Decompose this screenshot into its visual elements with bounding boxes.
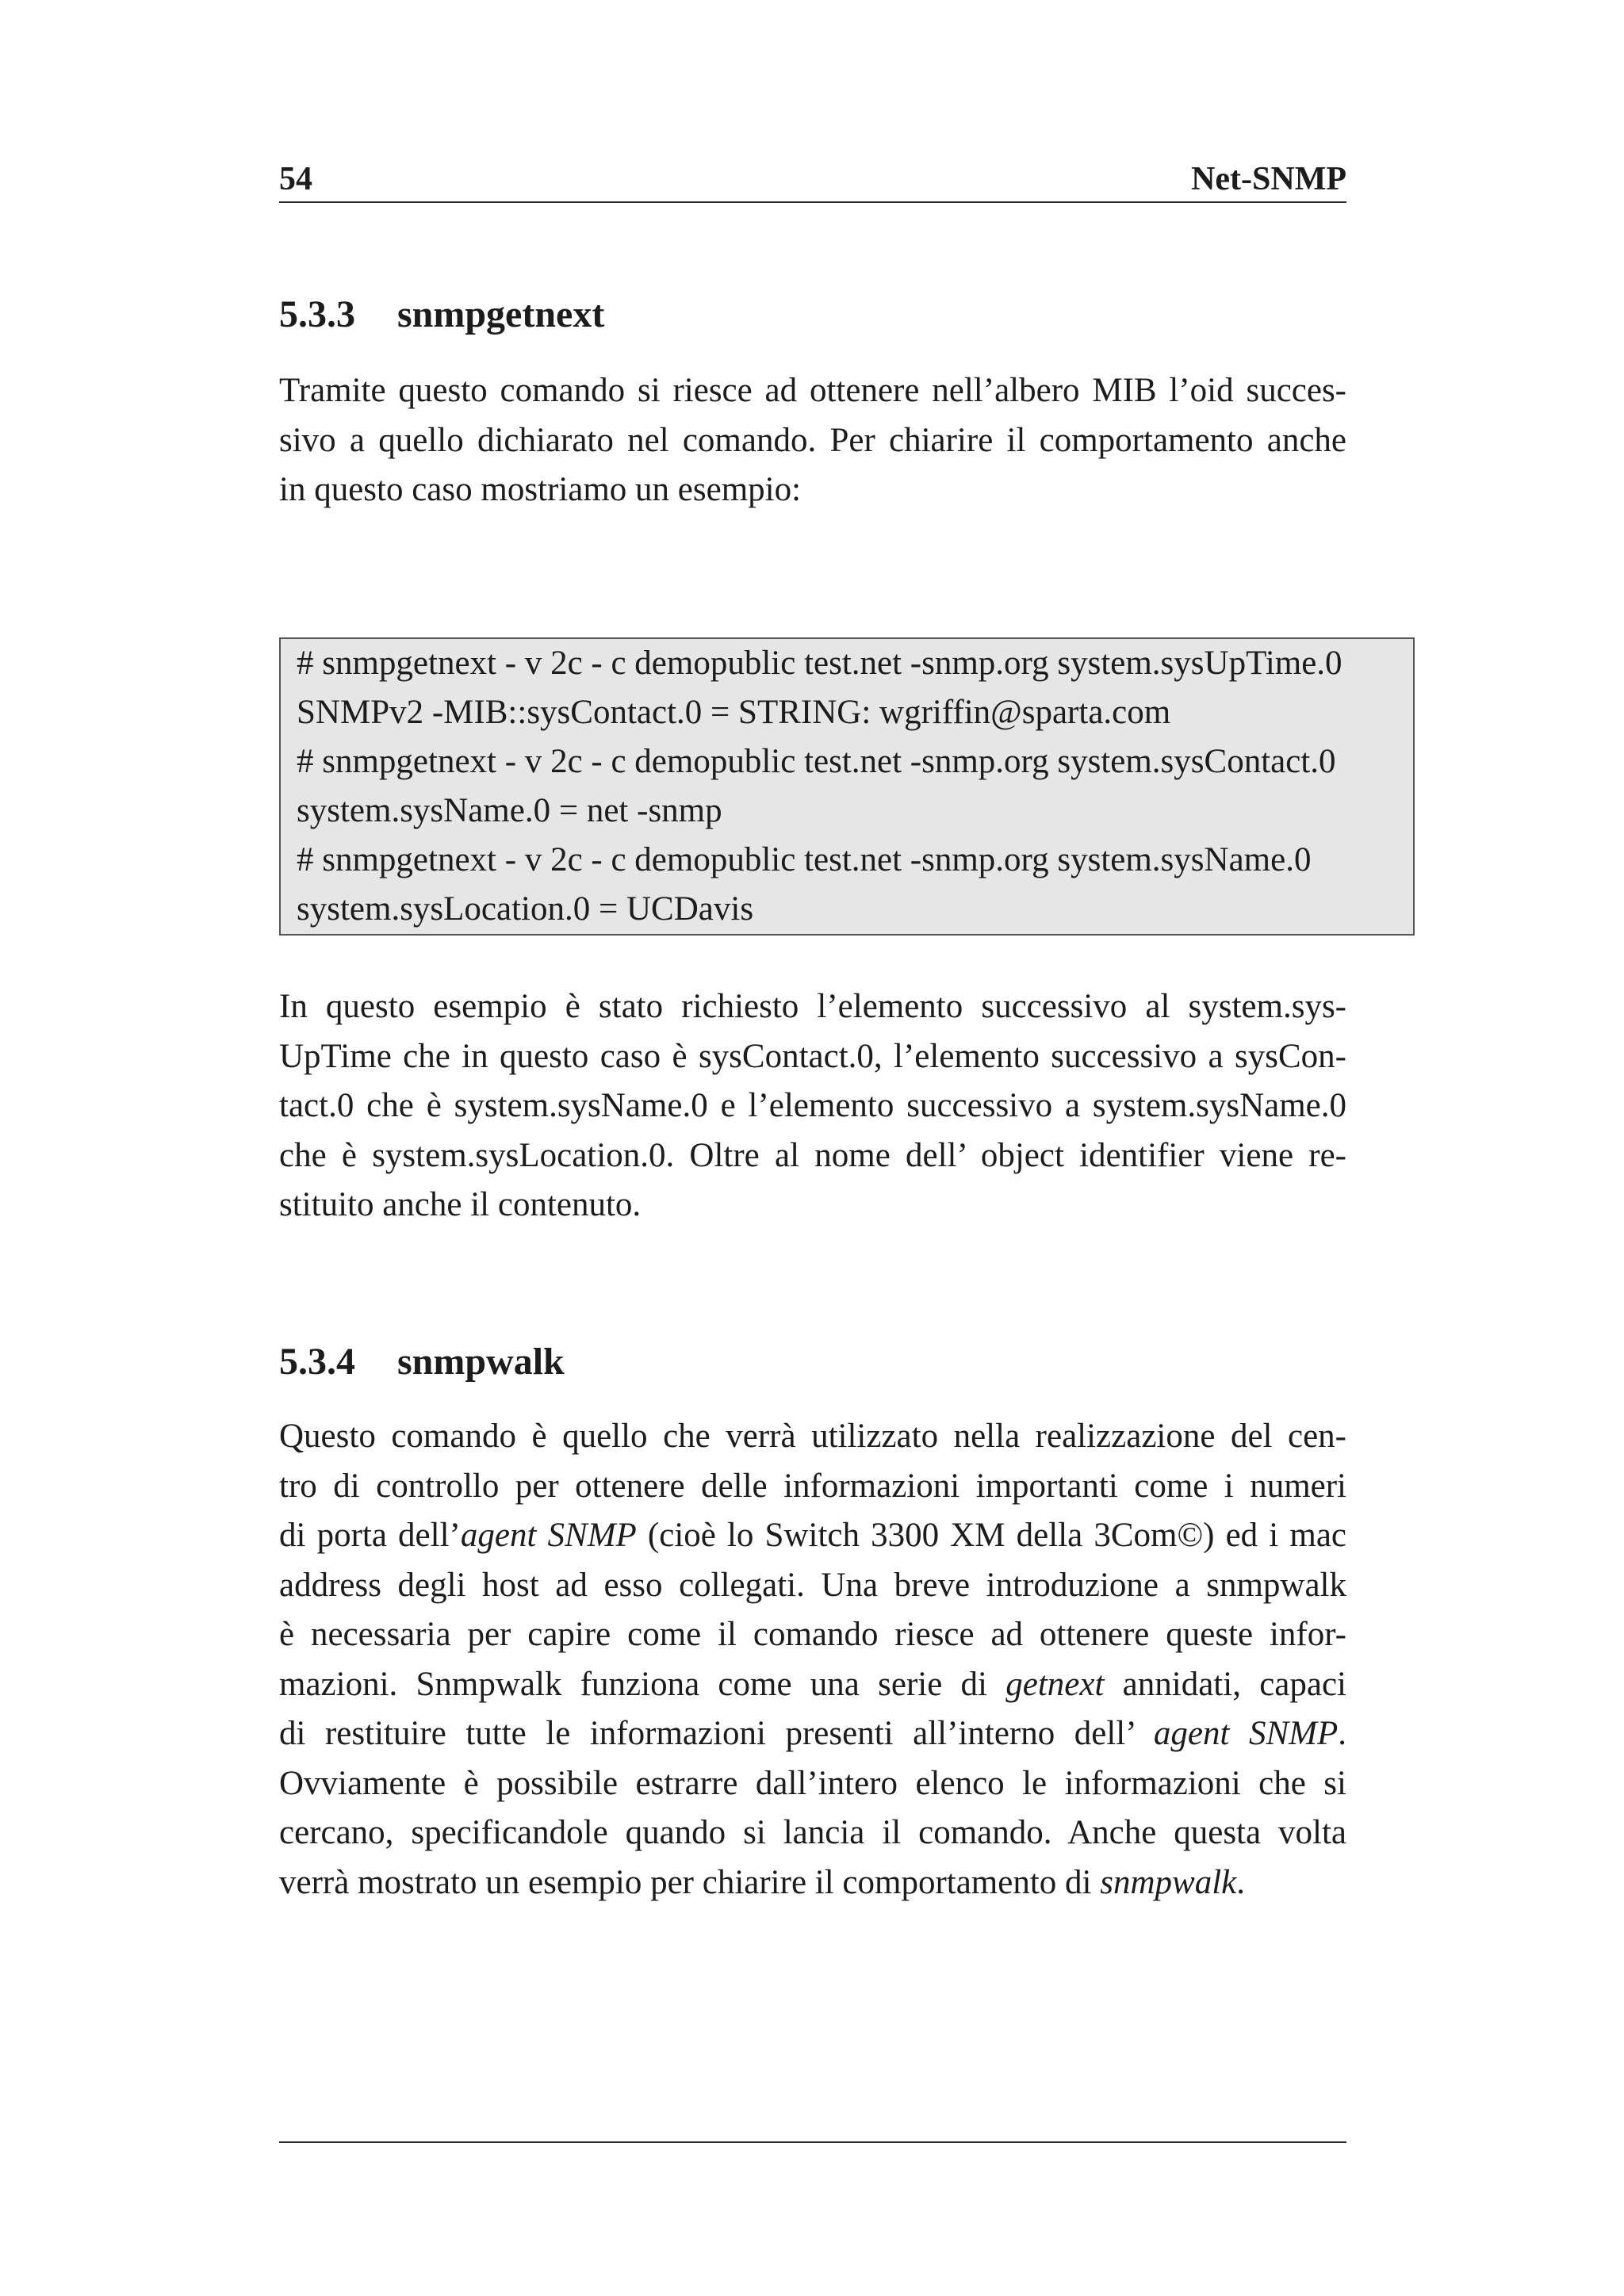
- section-number: 5.3.4: [279, 1341, 355, 1383]
- text-segment: verrà mostrato un esempio per chiarire il comportamento di: [279, 1863, 1101, 1901]
- code-line: # snmpgetnext - v 2c - c demopublic test.net -snmp.org system.sysContact.0: [297, 743, 1336, 780]
- section-heading-5-3-4: [279, 1338, 1346, 1386]
- code-box: [279, 637, 1415, 936]
- text-segment: .: [1236, 1863, 1245, 1901]
- section-number: 5.3.3: [279, 293, 355, 335]
- text-line: [279, 1660, 1346, 1710]
- italic-term: getnext: [1005, 1665, 1105, 1703]
- text-line: [279, 1511, 1346, 1561]
- text-line: Questo comando è quello che verrà utilizzato nella realizzazione del cen-: [279, 1418, 1346, 1455]
- italic-term: snmpwalk: [1100, 1863, 1237, 1901]
- section-heading-5-3-3: [279, 291, 1346, 339]
- text-segment: di restituire tutte le informazioni presenti all’interno dell’: [279, 1715, 1154, 1752]
- code-line: system.sysLocation.0 = UCDavis: [297, 890, 754, 928]
- section-title: snmpgetnext: [397, 293, 605, 335]
- page-header: [279, 159, 1346, 200]
- text-line: in questo caso mostriamo un esempio:: [279, 471, 802, 508]
- text-line: tact.0 che è system.sysName.0 e l’elemento successivo a system.sysName.0: [279, 1087, 1346, 1124]
- paragraph-explanation: [279, 982, 1346, 1230]
- code-line: system.sysName.0 = net -snmp: [297, 792, 722, 829]
- text-line: In questo esempio è stato richiesto l’elemento successivo al system.sys-: [279, 988, 1346, 1025]
- code-line: # snmpgetnext - v 2c - c demopublic test.net -snmp.org system.sysName.0: [297, 841, 1312, 878]
- text-line: è necessaria per capire come il comando riesce ad ottenere queste infor-: [279, 1616, 1346, 1653]
- text-segment: mazioni. Snmpwalk funziona come una serie di: [279, 1665, 1006, 1703]
- italic-term: agent SNMP: [460, 1517, 637, 1554]
- text-segment: .: [1338, 1715, 1346, 1752]
- text-line: Tramite questo comando si riesce ad ottenere nell’albero MIB l’oid succes-: [279, 372, 1346, 409]
- running-title: Net-SNMP: [1191, 161, 1346, 197]
- code-line: SNMPv2 -MIB::sysContact.0 = STRING: wgriffin@sparta.com: [297, 694, 1171, 731]
- section-title: snmpwalk: [397, 1341, 565, 1383]
- italic-term: agent SNMP: [1153, 1715, 1339, 1752]
- footer-rule: [279, 2141, 1346, 2143]
- text-segment: (cioè lo Switch 3300 XM della 3Com©) ed i mac: [636, 1517, 1346, 1554]
- text-line: UpTime che in questo caso è sysContact.0, l’elemento successivo a sysCon-: [279, 1037, 1346, 1075]
- header-rule: [279, 201, 1346, 203]
- text-line: che è system.sysLocation.0. Oltre al nome dell’ object identifier viene re-: [279, 1136, 1346, 1174]
- page-number: 54: [279, 161, 312, 197]
- code-line: # snmpgetnext - v 2c - c demopublic test.net -snmp.org system.sysUpTime.0: [297, 645, 1342, 682]
- text-line: [279, 1709, 1346, 1759]
- text-line: [279, 1858, 1346, 1908]
- text-segment: di porta dell’: [279, 1517, 461, 1554]
- text-line: cercano, specificandole quando si lancia il comando. Anche questa volta: [279, 1814, 1346, 1851]
- text-line: tro di controllo per ottenere delle informazioni importanti come i numeri: [279, 1467, 1346, 1505]
- text-line: sivo a quello dichiarato nel comando. Per chiarire il comportamento anche: [279, 421, 1346, 459]
- text-segment: annidati, capaci: [1104, 1665, 1346, 1703]
- text-line: address degli host ad esso collegati. Una breve introduzione a snmpwalk: [279, 1566, 1346, 1604]
- paragraph-snmpwalk: [279, 1412, 1346, 1908]
- text-line: stituito anche il contenuto.: [279, 1186, 642, 1223]
- text-line: Ovviamente è possibile estrarre dall’intero elenco le informazioni che si: [279, 1764, 1346, 1802]
- paragraph-intro: [279, 366, 1346, 515]
